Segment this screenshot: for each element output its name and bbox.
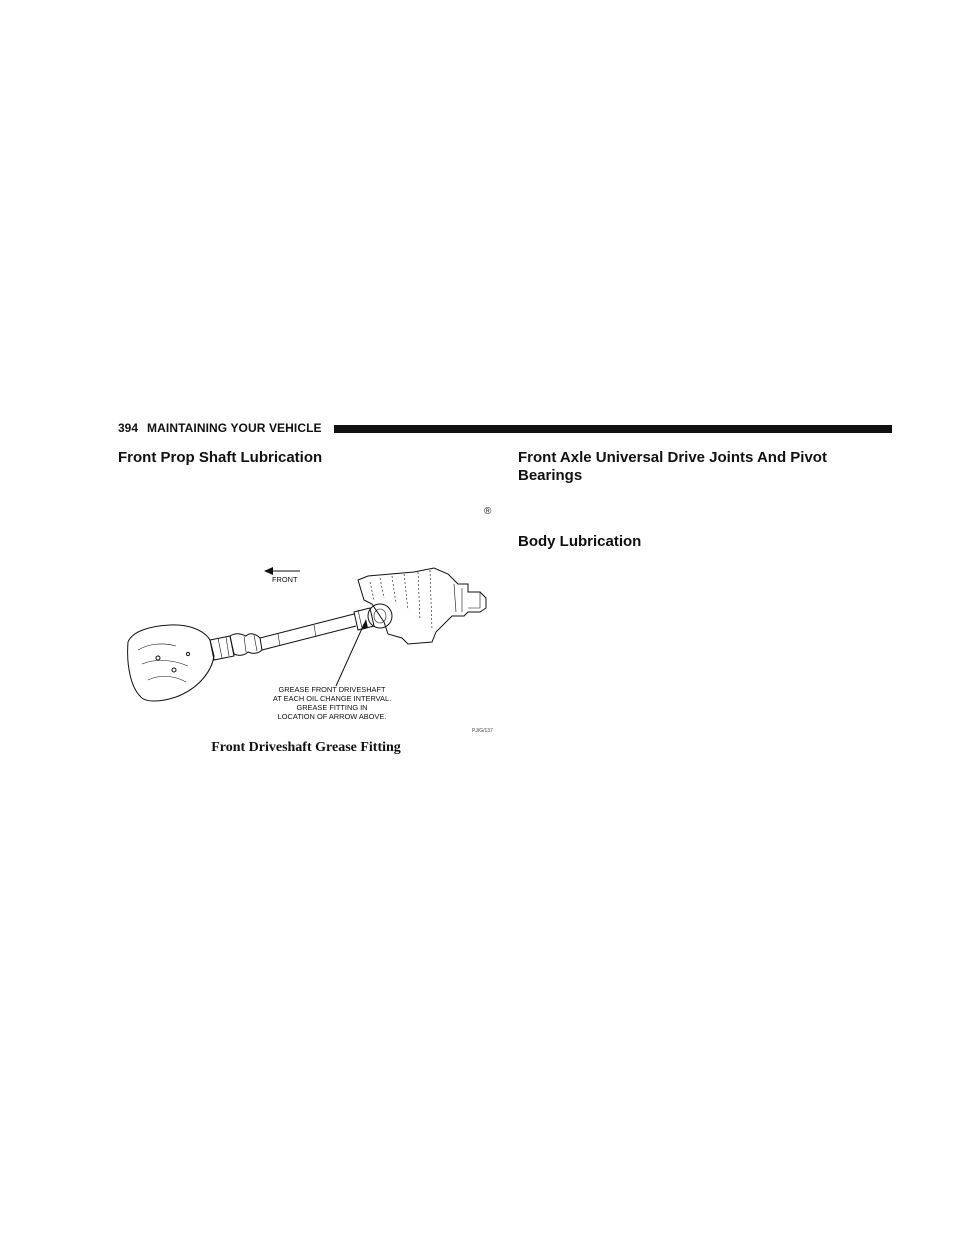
callout-line-2: AT EACH OIL CHANGE INTERVAL. xyxy=(272,694,392,703)
driveshaft-drawing xyxy=(118,560,494,738)
header-rule xyxy=(334,425,892,433)
front-axle-housing xyxy=(128,625,214,701)
driveshaft-illustration xyxy=(118,560,494,738)
figure-code: PJ/G/137 xyxy=(472,728,493,734)
figure-caption: Front Driveshaft Grease Fitting xyxy=(211,740,401,755)
prop-shaft xyxy=(260,614,356,650)
callout-leader xyxy=(336,624,364,686)
callout-line-4: LOCATION OF ARROW ABOVE. xyxy=(277,712,387,721)
heading-front-axle-joints: Front Axle Universal Drive Joints And Pivot Bearings xyxy=(518,449,827,484)
heading-front-prop-shaft: Front Prop Shaft Lubrication xyxy=(118,449,323,466)
callout-line-1: GREASE FRONT DRIVESHAFT xyxy=(278,685,386,694)
heading-body-lubrication: Body Lubrication xyxy=(518,533,642,550)
page-header xyxy=(118,419,892,437)
label-front: FRONT xyxy=(272,575,298,584)
callout-line-3: GREASE FITTING IN xyxy=(296,703,368,712)
section-title: MAINTAINING YOUR VEHICLE xyxy=(147,421,322,435)
front-arrow-head xyxy=(264,567,273,575)
transfer-case xyxy=(358,568,486,644)
registered-mark: ® xyxy=(484,506,492,517)
page-number: 394 xyxy=(118,421,139,435)
